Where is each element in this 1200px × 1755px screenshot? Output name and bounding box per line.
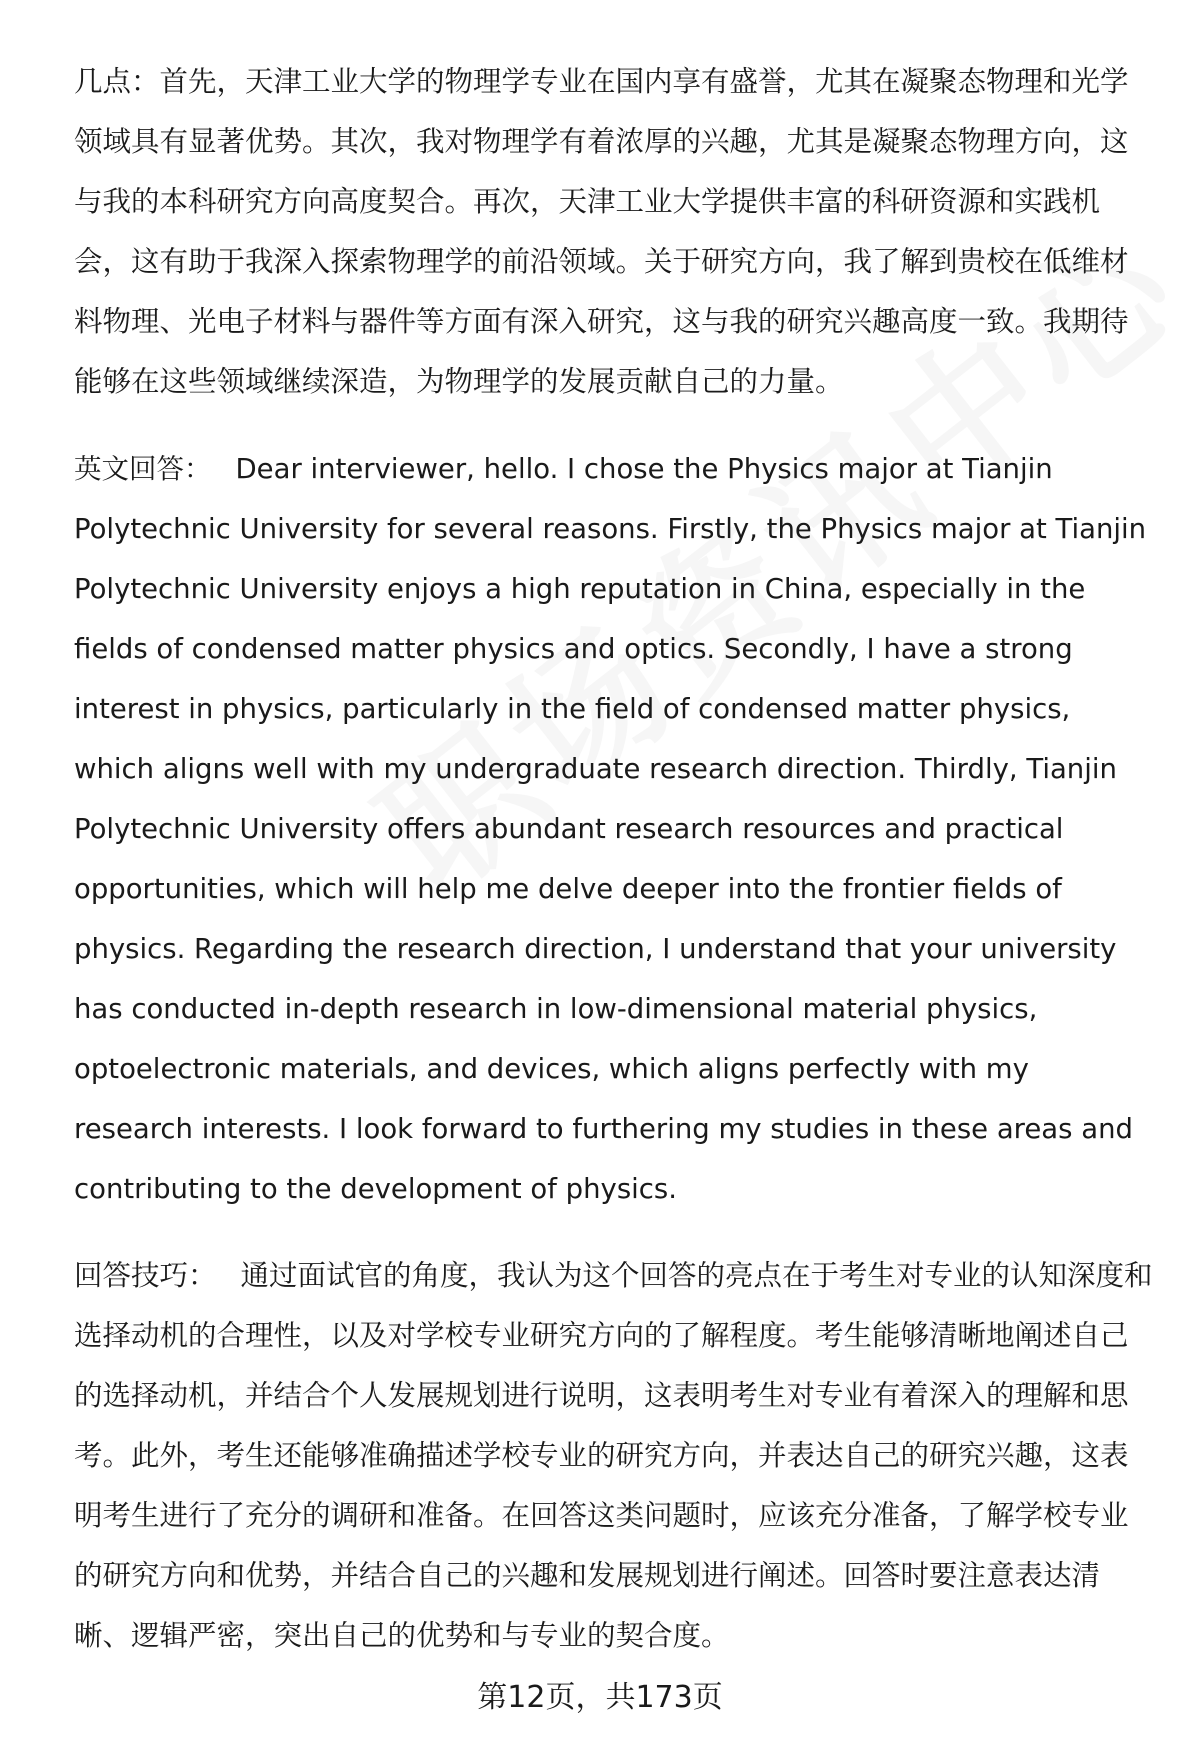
intro-paragraph: 几点：首先，天津工业大学的物理学专业在国内享有盛誉，尤其在凝聚态物理和光学领域具有显著优势。其次，我对物理学有着浓厚的兴趣，尤其是凝聚态物理方向，这与我的本科研究方向高度契合。再次，天津工业大学提供丰富的科研资源和实践机会，这有助于我深入探索物理学的前沿领域。关于研究方向，我了解到贵校在低维材料物理、光电子材料与器件等方面有深入研究，这与我的研究兴趣高度一致。我期待能够在这些领域继续深造，为物理学的发展贡献自己的力量。: [74, 65, 1129, 398]
page-footer: [0, 1672, 1200, 1716]
tips-label: 回答技巧：: [74, 1259, 217, 1292]
english-answer-text: Dear interviewer, hello. I chose the Physics major at Tianjin Polytechnic University for several reasons. Firstly, the Physics major at Tianjin Polytechnic University enjoys a high reputation in China, especially in the fields of condensed matter physics and optics. Secondly, I have a strong interest in physics, particularly in the field of condensed matter physics, which aligns well with my undergraduate research direction. Thirdly, Tianjin Polytechnic University offers abundant research resources and practical opportunities, which will help me delve deeper into the frontier fields of physics. Regarding the research direction, I understand that your university has conducted in-depth research in low-dimensional material physics, optoelectronic materials, and devices, which aligns perfectly with my research interests. I look forward to furthering my studies in these areas and contributing to the development of physics.: [74, 453, 1147, 1205]
page-number: 第12页，共173页: [477, 1680, 723, 1715]
tips-text: 通过面试官的角度，我认为这个回答的亮点在于考生对专业的认知深度和选择动机的合理性，以及对学校专业研究方向的了解程度。考生能够清晰地阐述自己的选择动机，并结合个人发展规划进行说明，这表明考生对专业有着深入的理解和思考。此外，考生还能够准确描述学校专业的研究方向，并表达自己的研究兴趣，这表明考生进行了充分的调研和准备。在回答这类问题时，应该充分准备，了解学校专业的研究方向和优势，并结合自己的兴趣和发展规划进行阐述。回答时要注意表达清晰、逻辑严密，突出自己的优势和与专业的契合度。: [74, 1259, 1153, 1652]
english-answer-paragraph: [74, 439, 1154, 1219]
tips-paragraph: [74, 1246, 1154, 1666]
document-page: [74, 52, 1154, 1693]
english-answer-label: 英文回答：: [74, 453, 212, 485]
